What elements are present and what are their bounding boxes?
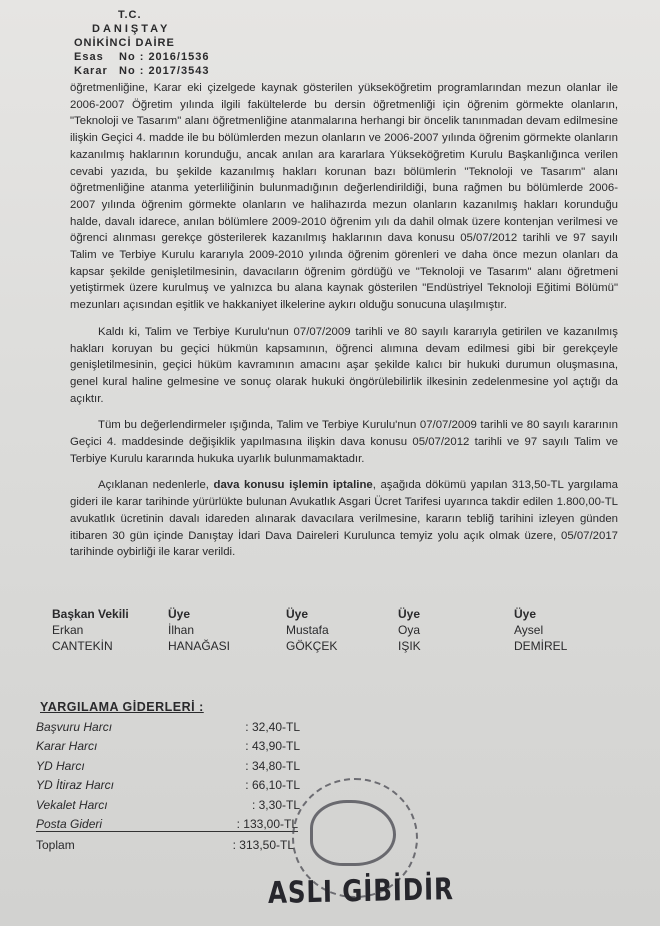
- cost-amount: : 34,80-TL: [245, 758, 300, 773]
- paragraph-4-intro: Açıklanan nedenlerle,: [98, 479, 214, 492]
- signature-title: Üye: [168, 607, 191, 621]
- cost-row: [36, 812, 298, 833]
- member-last-name: CANTEKİN: [52, 639, 113, 653]
- cost-label: Başvuru Harcı: [36, 719, 113, 734]
- document-header: [74, 8, 209, 78]
- cost-label: YD İtiraz Harcı: [36, 778, 115, 792]
- costs-title: YARGILAMA GİDERLERİ :: [40, 700, 204, 714]
- member-first-name: Aysel: [514, 623, 544, 637]
- cost-label: Karar Harcı: [36, 739, 98, 753]
- cost-label: YD Harcı: [36, 758, 85, 773]
- court-costs-table: [36, 700, 336, 852]
- esas-line: [74, 50, 209, 64]
- cost-amount: : 66,10-TL: [245, 778, 300, 792]
- member-first-name: Erkan: [52, 623, 84, 637]
- member-first-name: İlhan: [168, 623, 195, 637]
- cost-label: Vekalet Harcı: [36, 797, 108, 812]
- signature-title: Başkan Vekili: [52, 607, 129, 621]
- member-last-name: HANAĞASI: [168, 639, 231, 653]
- court-name: DANIŞTAY: [92, 23, 171, 35]
- paragraph-1: öğretmenliğine, Karar eki çizelgede kaynak gösterilen yükseköğretim programlarından mezun olanlar ile 2006-2007 Öğretim yılında ilgili fakültelerde bu dersin öğretmenliği için öğrenim görmekte olanların, "Teknoloji ve Tasarım" alanı öğretmenliğine atanmalarına herhangi bir öncelik tanınmadan devam edilmesine ilişkin Geçici 4. madde ile bu bölümlerden mezun olanların ve 2006-2007 yılında öğrenim görmekte olanların kazanılmış haklarının korunduğu, ancak anılan ara kararlara Yükseköğretim Kurulu Başkanlığınca verilen cevabi yazıda, bu şekilde kazanılmış hakları korunan bazı bölümlerin "Teknoloji ve Tasarım" alanı öğretmenliğine atanma yeterliliğinin bulunmadığının değerlendirildiği, buna rağmen bu bölümlerde 2006-2007 yılında öğrenim görmekte olanların ve halihazırda mezun olanların kazanılmış hakları korunduğu halde, davalı idarece, anılan bölümlere 2009-2010 öğrenim yılı da dahil olmak üzere kontenjan verilmesi ve öğrenci alınması gerekçe gösterilerek kazanılmış haklarının dava konusu 05/07/2012 tarihli ve 97 sayılı Talim ve Terbiye Kurulu kararıyla 2009-2010 yılında öğrenim görenleri ve daha önce mezun olanları da kapsar şekilde genişletilmesinin, davacıların öğrenim gördüğü ve "Teknoloji ve Tasarım" alanı öğretmeni yetiştirmek üzere kurulmuş ve yalnızca bu alana kaynak gösterilen "Endüstriyel Teknoloji Eğitimi Bölümü" mezunları açısından eşitlik ve hakkaniyet ilkelerine aykırı olduğu sonucuna ulaşılmıştır.: [70, 82, 618, 312]
- signature-block: [52, 606, 632, 654]
- cost-total-amount: : 313,50-TL: [232, 837, 294, 852]
- cost-amount: : 3,30-TL: [251, 797, 300, 812]
- signature-titles: [52, 606, 632, 622]
- cost-row: [36, 773, 336, 793]
- signature-title: Üye: [286, 607, 309, 621]
- member-last-name: GÖKÇEK: [286, 639, 338, 653]
- member-first-name: Mustafa: [286, 623, 329, 637]
- paragraph-4: [70, 477, 618, 561]
- signature-title: Üye: [398, 607, 421, 621]
- cost-amount: : 133,00-TL: [236, 817, 298, 831]
- cost-total-row: [36, 832, 336, 852]
- cost-amount: : 32,40-TL: [245, 719, 300, 734]
- member-last-name: IŞIK: [398, 639, 421, 653]
- certified-copy-stamp: ASLI GİBİDİR: [267, 872, 454, 911]
- paragraph-4-rest: , aşağıda dökümü yapılan 313,50-TL yargılama gideri ile karar tarihinde yürürlükte bulunan Avukatlık Asgari Ücret Tarifesi uyarınca takdir edilen 1.800,00-TL avukatlık ücretinin davalı idareden alınarak davacılara verilmesine, kararın tebliğ tarihini izleyen günden itibaren 30 gün içinde Danıştay İdari Dava Daireleri Kurulunca temyiz yolu açık olmak üzere, 05/07/2017 tarihinde oybirliği ile karar verildi.: [70, 479, 618, 559]
- cost-total-label: Toplam: [36, 837, 75, 852]
- cost-row: [36, 714, 336, 734]
- karar-line: [74, 64, 209, 78]
- decision-body: [70, 80, 618, 561]
- paragraph-3: Tüm bu değerlendirmeler ışığında, Talim ve Terbiye Kurulu'nun 07/07/2009 tarihli ve 80 sayılı kararının Geçici 4. maddesinde değişiklik yapılmasına ilişkin dava konusu 05/07/2012 tarihli ve 97 sayılı Talim ve Terbiye Kurulu kararında hukuka uyarlık bulunmamaktadır.: [70, 419, 618, 465]
- seal-inner-mark: [310, 800, 396, 866]
- paragraph-2: Kaldı ki, Talim ve Terbiye Kurulu'nun 07/07/2009 tarihli ve 80 sayılı kararıyla getirilen ve kazanılmış hakları koruyan bu geçici hükmün kapsamının, öğrenci alımına devam edilmesi gibi bir gerekçeyle genişletilmesinin, geçici hüküm kavramının amacını aşar şekilde kalıcı bir hukuki durumun oluşmasına, genel kural haline gelmesine ve sonuç olarak hukuki öngörülebilirlik ilkesinin zedelenmesine yol açtığı da açıktır.: [70, 325, 618, 405]
- karar-number: No : 2017/3543: [119, 65, 210, 77]
- cost-row: [36, 792, 336, 812]
- esas-label: Esas: [74, 51, 104, 63]
- cost-row: [36, 753, 336, 773]
- republic-label: T.C.: [118, 9, 142, 21]
- cost-amount: : 43,90-TL: [245, 739, 300, 753]
- member-first-name: Oya: [398, 623, 421, 637]
- paragraph-4-ruling: dava konusu işlemin iptaline: [213, 479, 373, 492]
- cost-row: [36, 734, 336, 754]
- karar-label: Karar: [74, 65, 108, 77]
- signature-title: Üye: [514, 607, 537, 621]
- chamber-name: ONİKİNCİ DAİRE: [74, 37, 175, 49]
- cost-label: Posta Gideri: [36, 817, 103, 831]
- signature-first-names: [52, 622, 632, 638]
- member-last-name: DEMİREL: [514, 639, 568, 653]
- signature-last-names: [52, 638, 632, 654]
- esas-number: No : 2016/1536: [119, 51, 210, 63]
